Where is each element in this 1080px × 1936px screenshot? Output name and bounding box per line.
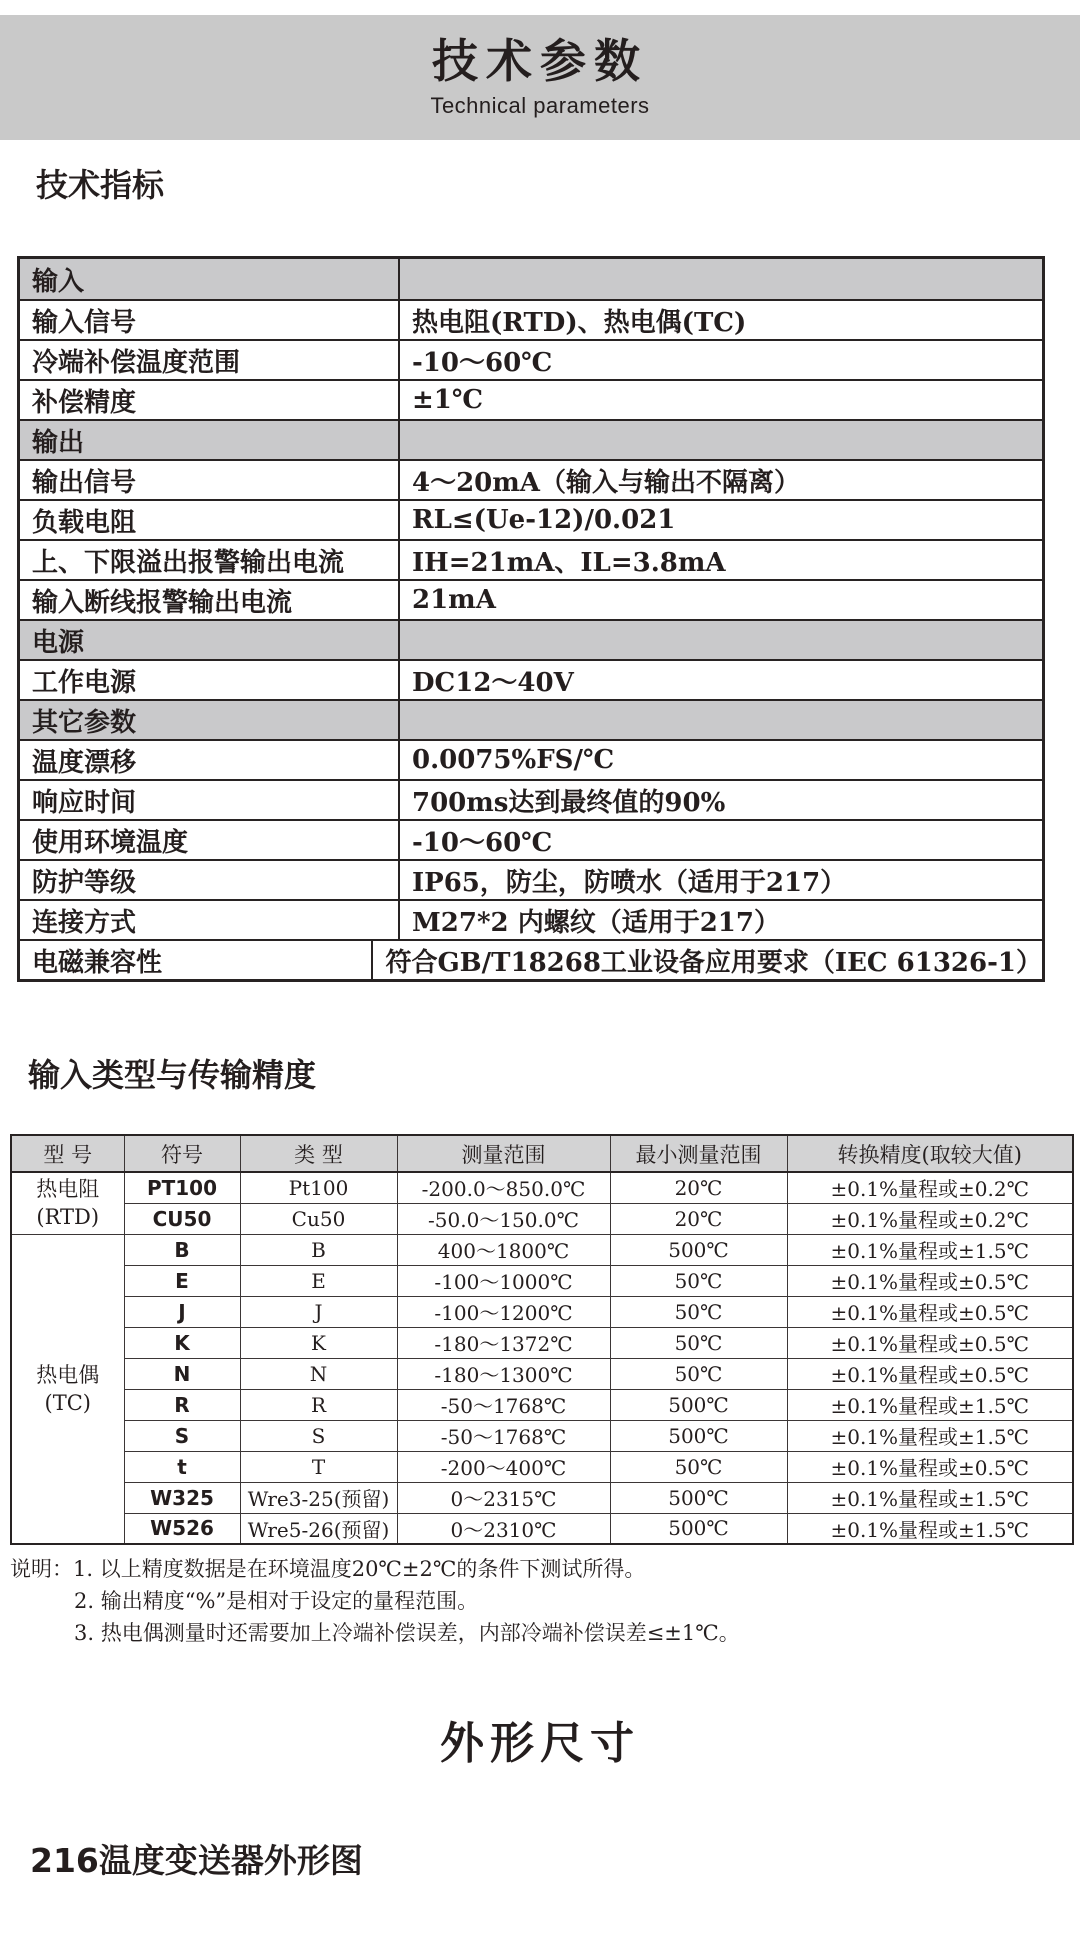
cell-accuracy: ±0.1%量程或±0.5℃ [787, 1451, 1073, 1482]
spec-row [20, 459, 1042, 499]
table-row [11, 1358, 1073, 1389]
column-header-symbol: 符号 [124, 1135, 240, 1172]
spec-value: 0.0075%FS/℃ [412, 745, 615, 775]
spec-label: 输出信号 [20, 461, 400, 499]
cell-symbol: PT100 [124, 1172, 240, 1203]
cell-type: Pt100 [240, 1172, 397, 1203]
column-header-model: 型 号 [11, 1135, 124, 1172]
cell-type: T [240, 1451, 397, 1482]
spec-label: 负载电阻 [20, 501, 400, 539]
spec-row [20, 779, 1042, 819]
cell-range: -180～1300℃ [397, 1358, 610, 1389]
spec-row [20, 499, 1042, 539]
group-label-rtd: 热电阻 (RTD) [11, 1172, 124, 1234]
spec-value: 21mA [412, 585, 496, 615]
column-header-range: 测量范围 [397, 1135, 610, 1172]
cell-accuracy: ±0.1%量程或±0.2℃ [787, 1203, 1073, 1234]
group-label-tc: 热电偶 (TC) [11, 1234, 124, 1544]
spec-value [400, 259, 1042, 299]
spec-value: 符合GB/T18268工业设备应用要求（IEC 61326-1） [385, 947, 1042, 978]
spec-label: 输入信号 [20, 301, 400, 339]
cell-range: 0～2315℃ [397, 1482, 610, 1513]
spec-section-label: 输入 [20, 259, 400, 299]
cell-symbol: B [124, 1234, 240, 1265]
header-banner [0, 15, 1080, 140]
cell-range: -50～1768℃ [397, 1389, 610, 1420]
spec-value: -10～60℃ [412, 827, 553, 858]
spec-value: DC12～40V [412, 667, 574, 698]
spec-value: 4～20mA（输入与输出不隔离） [412, 467, 800, 498]
table-row [11, 1203, 1073, 1234]
cell-accuracy: ±0.1%量程或±0.5℃ [787, 1296, 1073, 1327]
table-row [11, 1296, 1073, 1327]
cell-min-range: 500℃ [610, 1513, 787, 1544]
spec-section-label: 输出 [20, 421, 400, 459]
spec-value: RL≤(Ue-12)/0.021 [412, 505, 676, 535]
column-header-type: 类 型 [240, 1135, 397, 1172]
cell-accuracy: ±0.1%量程或±0.5℃ [787, 1358, 1073, 1389]
cell-accuracy: ±0.1%量程或±1.5℃ [787, 1234, 1073, 1265]
spec-row [20, 339, 1042, 379]
note-line-3: 3. 热电偶测量时还需要加上冷端补偿误差，内部冷端补偿误差≤±1℃。 [74, 1621, 740, 1645]
cell-type: J [240, 1296, 397, 1327]
cell-min-range: 50℃ [610, 1327, 787, 1358]
spec-label: 输入断线报警输出电流 [20, 581, 400, 619]
spec-value: IP65，防尘，防喷水（适用于217） [412, 867, 847, 898]
cell-accuracy: ±0.1%量程或±0.2℃ [787, 1172, 1073, 1203]
cell-min-range: 50℃ [610, 1358, 787, 1389]
spec-label: 连接方式 [20, 901, 400, 939]
spec-label: 电磁兼容性 [20, 941, 373, 979]
spec-label: 温度漂移 [20, 741, 400, 779]
spec-section-row [20, 419, 1042, 459]
cell-range: -100～1000℃ [397, 1265, 610, 1296]
notes-block [10, 1553, 1080, 1649]
spec-row [20, 659, 1042, 699]
cell-symbol: E [124, 1265, 240, 1296]
spec-row [20, 539, 1042, 579]
cell-min-range: 20℃ [610, 1203, 787, 1234]
spec-row [20, 739, 1042, 779]
cell-type: K [240, 1327, 397, 1358]
section-heading-input-types: 输入类型与传输精度 [28, 1056, 317, 1094]
spec-table [17, 256, 1045, 982]
spec-section-row [20, 259, 1042, 299]
cell-accuracy: ±0.1%量程或±1.5℃ [787, 1389, 1073, 1420]
cell-range: -50～1768℃ [397, 1420, 610, 1451]
spec-section-label: 其它参数 [20, 701, 400, 739]
spec-row [20, 859, 1042, 899]
cell-accuracy: ±0.1%量程或±1.5℃ [787, 1513, 1073, 1544]
cell-symbol: W526 [124, 1513, 240, 1544]
cell-min-range: 20℃ [610, 1172, 787, 1203]
section-heading-tech-specs: 技术指标 [36, 166, 165, 204]
cell-range: -180～1372℃ [397, 1327, 610, 1358]
input-table-header-row [11, 1135, 1073, 1172]
spec-value [400, 701, 1042, 739]
spec-label: 防护等级 [20, 861, 400, 899]
section-heading-216-outline: 216温度变送器外形图 [30, 1841, 363, 1880]
spec-row [20, 579, 1042, 619]
note-line-1: 说明：1. 以上精度数据是在环境温度20℃±2℃的条件下测试所得。 [10, 1557, 646, 1581]
cell-range: -50.0～150.0℃ [397, 1203, 610, 1234]
page-title: 技术参数 [432, 34, 648, 88]
input-types-table [10, 1134, 1074, 1545]
cell-type: Wre3-25(预留) [240, 1482, 397, 1513]
cell-accuracy: ±0.1%量程或±1.5℃ [787, 1420, 1073, 1451]
table-row [11, 1172, 1073, 1203]
cell-type: N [240, 1358, 397, 1389]
page-subtitle: Technical parameters [430, 93, 650, 118]
cell-symbol: S [124, 1420, 240, 1451]
notes-prefix: 说明： [10, 1557, 73, 1581]
cell-symbol: K [124, 1327, 240, 1358]
cell-range: -200～400℃ [397, 1451, 610, 1482]
cell-type: Cu50 [240, 1203, 397, 1234]
spec-label: 工作电源 [20, 661, 400, 699]
table-row [11, 1234, 1073, 1265]
cell-symbol: CU50 [124, 1203, 240, 1234]
cell-type: Wre5-26(预留) [240, 1513, 397, 1544]
spec-section-label: 电源 [20, 621, 400, 659]
cell-type: R [240, 1389, 397, 1420]
spec-value: M27*2 内螺纹（适用于217） [412, 907, 780, 938]
spec-label: 响应时间 [20, 781, 400, 819]
spec-label: 上、下限溢出报警输出电流 [20, 541, 400, 579]
cell-min-range: 500℃ [610, 1389, 787, 1420]
spec-row [20, 899, 1042, 939]
cell-min-range: 500℃ [610, 1234, 787, 1265]
cell-min-range: 500℃ [610, 1482, 787, 1513]
cell-accuracy: ±0.1%量程或±1.5℃ [787, 1482, 1073, 1513]
note-line-2: 2. 输出精度“%”是相对于设定的量程范围。 [74, 1589, 479, 1613]
spec-value: 热电阻(RTD)、热电偶(TC) [412, 307, 747, 338]
table-row [11, 1265, 1073, 1296]
cell-type: E [240, 1265, 397, 1296]
spec-value: IH=21mA、IL=3.8mA [412, 547, 726, 578]
spec-value: -10～60℃ [412, 347, 553, 378]
table-row [11, 1389, 1073, 1420]
column-header-min-range: 最小测量范围 [610, 1135, 787, 1172]
cell-range: -100～1200℃ [397, 1296, 610, 1327]
cell-accuracy: ±0.1%量程或±0.5℃ [787, 1327, 1073, 1358]
table-row [11, 1451, 1073, 1482]
table-row [11, 1420, 1073, 1451]
cell-type: B [240, 1234, 397, 1265]
page [0, 15, 1080, 1936]
spec-value [400, 421, 1042, 459]
spec-value [400, 621, 1042, 659]
spec-row [20, 379, 1042, 419]
spec-label: 使用环境温度 [20, 821, 400, 859]
cell-range: -200.0～850.0℃ [397, 1172, 610, 1203]
spec-section-row [20, 619, 1042, 659]
cell-symbol: R [124, 1389, 240, 1420]
cell-min-range: 500℃ [610, 1420, 787, 1451]
cell-type: S [240, 1420, 397, 1451]
spec-row [20, 939, 1042, 979]
column-header-accuracy: 转换精度(取较大值) [787, 1135, 1073, 1172]
cell-range: 0～2310℃ [397, 1513, 610, 1544]
table-row [11, 1482, 1073, 1513]
spec-row [20, 819, 1042, 859]
spec-label: 补偿精度 [20, 381, 400, 419]
table-row [11, 1327, 1073, 1358]
cell-min-range: 50℃ [610, 1451, 787, 1482]
section-heading-dimensions: 外形尺寸 [440, 1718, 640, 1769]
table-row [11, 1513, 1073, 1544]
spec-value: ±1℃ [412, 385, 484, 415]
spec-value: 700ms达到最终值的90% [412, 787, 726, 818]
cell-range: 400～1800℃ [397, 1234, 610, 1265]
cell-symbol: t [124, 1451, 240, 1482]
cell-accuracy: ±0.1%量程或±0.5℃ [787, 1265, 1073, 1296]
cell-min-range: 50℃ [610, 1265, 787, 1296]
cell-symbol: J [124, 1296, 240, 1327]
spec-section-row [20, 699, 1042, 739]
cell-min-range: 50℃ [610, 1296, 787, 1327]
spec-row [20, 299, 1042, 339]
cell-symbol: N [124, 1358, 240, 1389]
spec-label: 冷端补偿温度范围 [20, 341, 400, 379]
cell-symbol: W325 [124, 1482, 240, 1513]
